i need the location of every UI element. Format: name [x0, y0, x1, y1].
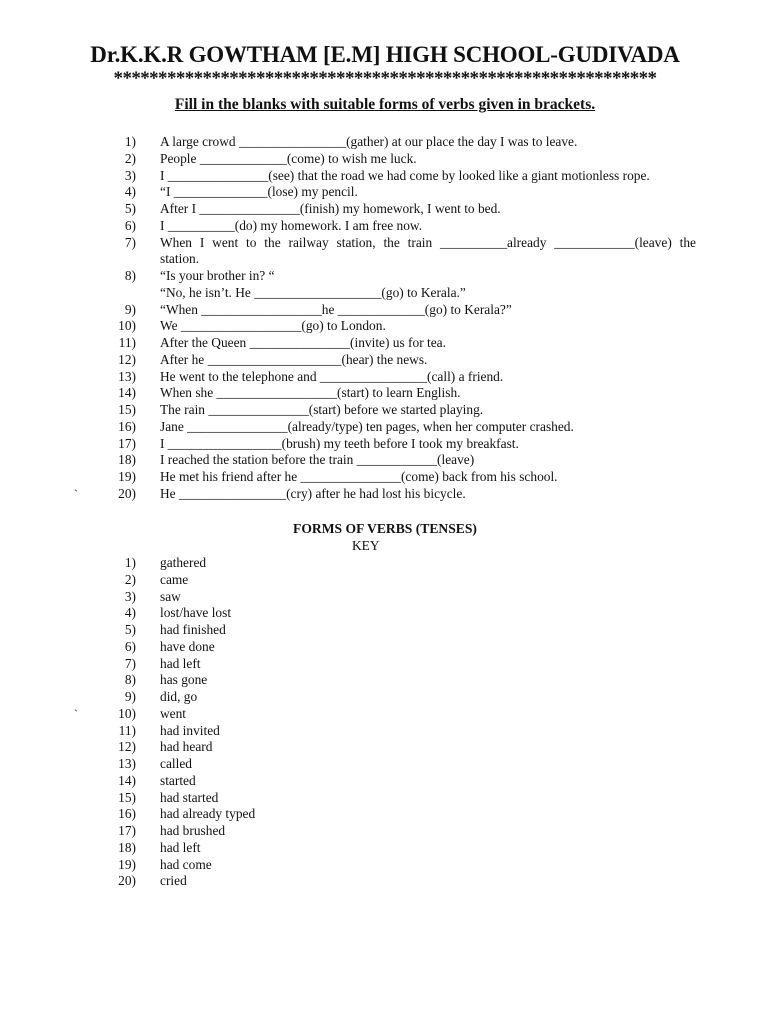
answer-row: [0, 823, 770, 840]
answer-row: [0, 622, 770, 639]
question-text: We __________________(go) to London.: [160, 318, 386, 334]
answer-number: 12): [118, 739, 136, 755]
question-number: 2): [124, 150, 136, 166]
question-row: [0, 151, 770, 168]
answer-text: went: [160, 705, 187, 721]
question-text: He went to the telephone and ________________(call) a friend.: [160, 368, 504, 384]
question-text: A large crowd ________________(gather) at our place the day I was to leave.: [160, 134, 578, 149]
question-text: He met his friend after he _______________(come) back from his school.: [160, 469, 558, 484]
answer-row: [0, 857, 770, 874]
star-divider: *************************************************************: [113, 68, 657, 89]
answer-row: [0, 555, 770, 572]
answer-text: came: [160, 571, 189, 587]
answer-text: saw: [160, 588, 181, 604]
answer-number: 16): [118, 806, 136, 822]
question-row: [0, 436, 770, 453]
question-text: I __________(do) my homework. I am free now.: [160, 217, 423, 233]
answer-row: [0, 572, 770, 589]
question-number: 11): [118, 335, 136, 350]
answer-row: [0, 639, 770, 656]
answer-number: 11): [118, 722, 136, 738]
question-number: 3): [124, 167, 136, 183]
question-number: 6): [124, 217, 136, 233]
question-row: [0, 385, 770, 402]
answer-row: [0, 689, 770, 706]
answer-number: 20): [118, 873, 136, 889]
answer-number: 17): [118, 823, 136, 838]
question-row: [0, 369, 770, 386]
answer-number: 2): [124, 571, 136, 587]
answer-text: has gone: [160, 672, 208, 688]
question-row: [0, 268, 770, 285]
answer-text: had finished: [160, 622, 226, 637]
answer-text: have done: [160, 638, 215, 654]
answer-text: had left: [160, 839, 201, 855]
question-text: “Is your brother in? “: [160, 268, 275, 283]
question-text: “No, he isn’t. He ___________________(go) to Kerala.”: [160, 284, 466, 300]
question-number: 20): [118, 485, 136, 501]
question-number: 8): [124, 268, 136, 283]
question-text: After I _______________(finish) my homework, I went to bed.: [160, 201, 501, 216]
backtick-mark: `: [74, 486, 78, 501]
answer-number: 19): [118, 856, 136, 872]
answer-row: [0, 840, 770, 857]
answer-row: [0, 656, 770, 673]
question-number: 18): [118, 452, 136, 468]
question-number: 10): [118, 318, 136, 334]
answer-number: 13): [118, 756, 136, 771]
question-row: [0, 469, 770, 486]
answer-row: [0, 873, 770, 890]
question-number: 14): [118, 385, 136, 401]
answer-text: gathered: [160, 555, 207, 570]
answer-number: 8): [124, 672, 136, 688]
question-row: [0, 318, 770, 335]
question-text: “I ______________(lose) my pencil.: [160, 184, 358, 200]
question-number: 15): [118, 402, 136, 417]
answer-text: had brushed: [160, 823, 226, 838]
answer-number: 4): [124, 605, 136, 621]
question-text: When I went to the railway station, the train __________already ____________(leave) the: [160, 234, 696, 250]
question-row: [0, 201, 770, 218]
answer-key-list: [0, 555, 770, 890]
question-number: 13): [118, 368, 136, 384]
question-row: [0, 352, 770, 369]
answer-row: [0, 706, 770, 723]
answer-text: cried: [160, 873, 187, 889]
question-row: [0, 184, 770, 201]
question-number: 7): [124, 234, 136, 250]
answer-number: 14): [118, 772, 136, 788]
instruction-heading: Fill in the blanks with suitable forms of verbs given in brackets.: [174, 96, 596, 113]
answer-row: [0, 672, 770, 689]
question-row: [0, 134, 770, 151]
answer-text: lost/have lost: [160, 605, 232, 621]
question-text: He ________________(cry) after he had lost his bicycle.: [160, 485, 466, 501]
answer-number: 18): [118, 839, 136, 855]
answer-text: had come: [160, 856, 212, 872]
question-text: I _________________(brush) my teeth before I took my breakfast.: [160, 435, 519, 451]
question-row: [0, 419, 770, 436]
question-text: station.: [160, 251, 200, 267]
question-row: [0, 218, 770, 235]
question-number: 5): [124, 201, 136, 216]
question-row: [0, 486, 770, 503]
answer-text: had invited: [160, 722, 220, 738]
question-text: When she __________________(start) to learn English.: [160, 385, 461, 401]
answer-number: 7): [124, 655, 136, 671]
question-text: I reached the station before the train ____________(leave): [160, 452, 475, 468]
question-text: People _____________(come) to wish me luck.: [160, 150, 417, 166]
answer-row: [0, 773, 770, 790]
question-row: [0, 402, 770, 419]
question-row: [0, 285, 770, 302]
answer-text: had heard: [160, 739, 213, 755]
question-number: 9): [124, 301, 136, 317]
question-number: 1): [124, 134, 136, 149]
question-row: [0, 335, 770, 352]
answers-heading: FORMS OF VERBS (TENSES): [293, 521, 477, 536]
answer-row: [0, 790, 770, 807]
question-text: Jane _______________(already/type) ten pages, when her computer crashed.: [160, 418, 574, 434]
question-number: 4): [124, 184, 136, 200]
answer-text: called: [160, 756, 192, 771]
question-row: [0, 235, 770, 252]
answer-row: [0, 739, 770, 756]
question-text: “When __________________he _____________(go) to Kerala?”: [160, 301, 512, 317]
question-row: [0, 452, 770, 469]
question-text: I _______________(see) that the road we had come by looked like a giant motionless rope.: [160, 167, 650, 183]
question-number: 19): [118, 469, 136, 484]
question-row: [0, 168, 770, 185]
answer-number: 3): [124, 588, 136, 604]
question-text: The rain _______________(start) before we started playing.: [160, 402, 484, 417]
answer-text: had left: [160, 655, 201, 671]
answer-row: [0, 756, 770, 773]
question-number: 17): [118, 435, 136, 451]
answer-number: 9): [124, 689, 136, 704]
answer-number: 6): [124, 638, 136, 654]
school-title: Dr.K.K.R GOWTHAM [E.M] HIGH SCHOOL-GUDIVADA: [90, 42, 680, 67]
answer-number: 5): [124, 622, 136, 637]
answer-number: 1): [124, 555, 136, 570]
answer-row: [0, 605, 770, 622]
answer-text: did, go: [160, 689, 198, 704]
answer-text: started: [160, 772, 196, 788]
answer-row: [0, 723, 770, 740]
question-row: [0, 251, 770, 268]
answer-number: 10): [118, 705, 136, 721]
question-number: 16): [118, 418, 136, 434]
answer-text: had started: [160, 789, 219, 805]
backtick-mark: `: [74, 706, 78, 721]
question-row: [0, 302, 770, 319]
question-text: After the Queen _______________(invite) us for tea.: [160, 335, 446, 350]
answer-row: [0, 806, 770, 823]
question-list: [0, 134, 770, 503]
question-text: After he ____________________(hear) the news.: [160, 351, 428, 367]
answer-number: 15): [118, 789, 136, 805]
answer-row: [0, 589, 770, 606]
answer-text: had already typed: [160, 806, 256, 822]
question-number: 12): [118, 351, 136, 367]
key-label: KEY: [352, 538, 380, 553]
